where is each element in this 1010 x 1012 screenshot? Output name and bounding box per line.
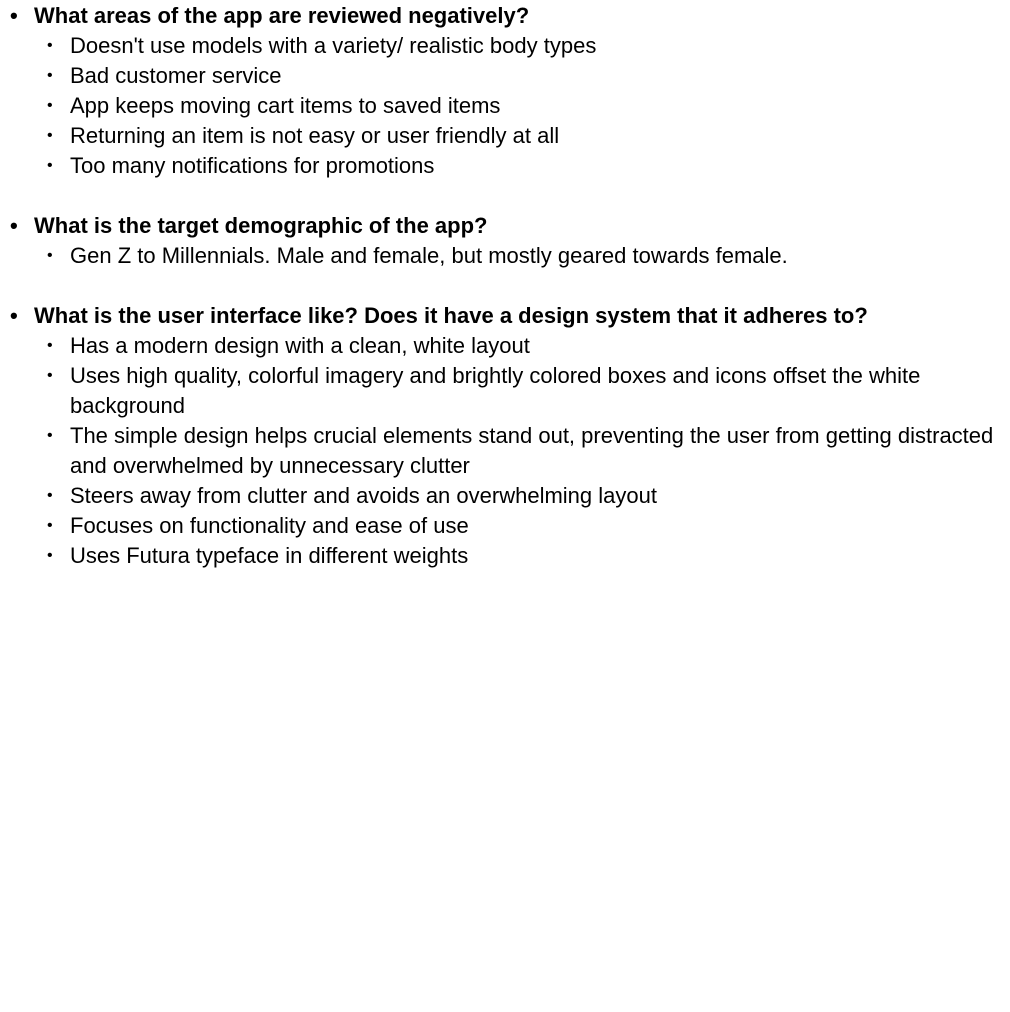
answer-text: Uses Futura typeface in different weights	[70, 543, 469, 568]
question-item	[0, 1, 1010, 31]
answer-item	[0, 481, 1010, 511]
answer-text: Doesn't use models with a variety/ realistic body types	[70, 33, 597, 58]
bullet-icon: •	[10, 213, 18, 238]
answer-item	[0, 121, 1010, 151]
bullet-icon: •	[47, 37, 53, 54]
answer-text: Gen Z to Millennials. Male and female, but mostly geared towards female.	[70, 243, 788, 268]
answer-text: Too many notifications for promotions	[70, 153, 435, 178]
answer-item	[0, 151, 1010, 181]
bullet-icon: •	[47, 367, 53, 384]
bullet-icon: •	[47, 487, 53, 504]
bullet-icon: •	[47, 427, 53, 444]
bullet-icon: •	[47, 517, 53, 534]
answer-item	[0, 61, 1010, 91]
answer-item	[0, 31, 1010, 61]
answer-text: Uses high quality, colorful imagery and brightly colored boxes and icons offset the white background	[70, 363, 921, 418]
answer-text: Focuses on functionality and ease of use	[70, 513, 469, 538]
section-target-demographic	[0, 211, 1010, 271]
answer-text: App keeps moving cart items to saved items	[70, 93, 501, 118]
bullet-icon: •	[47, 67, 53, 84]
question-text: What areas of the app are reviewed negatively?	[34, 3, 530, 28]
question-text: What is the user interface like? Does it have a design system that it adheres to?	[34, 303, 868, 328]
answer-item	[0, 331, 1010, 361]
answer-item	[0, 241, 1010, 271]
section-user-interface	[0, 301, 1010, 571]
section-negative-reviews	[0, 1, 1010, 181]
bullet-icon: •	[47, 337, 53, 354]
bullet-icon: •	[47, 247, 53, 264]
answer-item	[0, 541, 1010, 571]
question-item	[0, 211, 1010, 241]
question-item	[0, 301, 1010, 331]
bullet-icon: •	[47, 157, 53, 174]
question-text: What is the target demographic of the app?	[34, 213, 488, 238]
bullet-icon: •	[47, 97, 53, 114]
answer-item	[0, 511, 1010, 541]
bullet-icon: •	[47, 127, 53, 144]
answer-text: Bad customer service	[70, 63, 282, 88]
bullet-icon: •	[10, 3, 18, 28]
bullet-icon: •	[47, 547, 53, 564]
answer-item	[0, 91, 1010, 121]
answer-text: Steers away from clutter and avoids an overwhelming layout	[70, 483, 657, 508]
answer-text: The simple design helps crucial elements stand out, preventing the user from getting distracted and overwhelmed by unnecessary clutter	[70, 423, 994, 478]
answer-item	[0, 361, 1010, 421]
answer-text: Has a modern design with a clean, white layout	[70, 333, 530, 358]
answer-item	[0, 421, 1010, 481]
bullet-icon: •	[10, 303, 18, 328]
answer-text: Returning an item is not easy or user friendly at all	[70, 123, 560, 148]
